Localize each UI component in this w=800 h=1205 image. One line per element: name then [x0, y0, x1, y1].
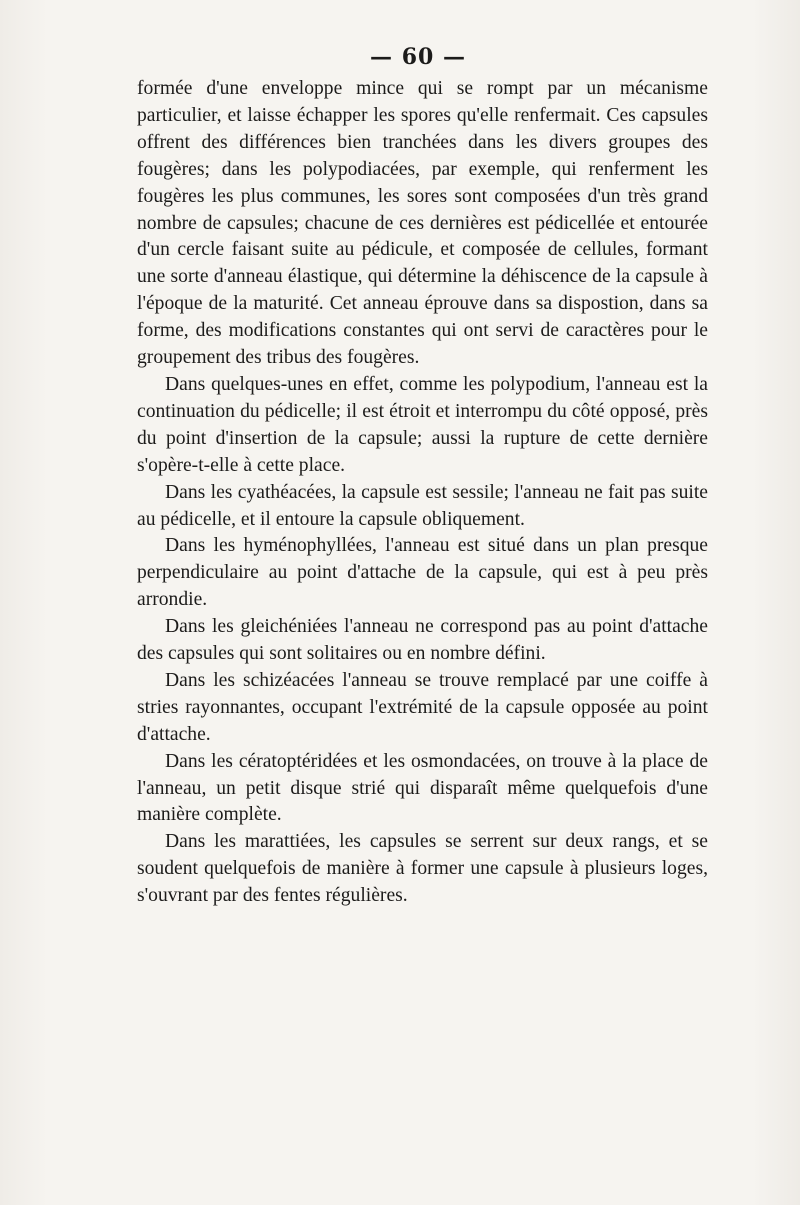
paragraph-5: Dans les gleichéniées l'anneau ne correspond pas au point d'attache des capsules qui sont solitaires ou en nombre défini. — [137, 616, 708, 665]
page-number: — 60 — — [370, 44, 466, 70]
paragraph-1: formée d'une enveloppe mince qui se rompt par un mécanisme particulier, et laisse échapper les spores qu'elle renfermait. Ces capsules offrent des différences bien tranchées dans les divers groupes des fougères; dans les polypodiacées, par exemple, qui renferment les fougères les plus communes, les sores sont composées d'un très grand nombre de capsules; chacune de ces dernières est pédicellée et entourée d'un cercle faisant suite au pédicule, et composée de cellules, formant une sorte d'anneau élastique, qui détermine la déhiscence de la capsule à l'époque de la maturité. Cet anneau éprouve dans sa dispostion, dans sa forme, des modifications constantes qui ont servi de caractères pour le groupement des tribus des fougères. — [137, 78, 708, 369]
paragraph-6: Dans les schizéacées l'anneau se trouve remplacé par une coiffe à stries rayonnantes, occupant l'extrémité de la capsule opposée au point d'attache. — [137, 669, 708, 745]
paragraph-8: Dans les marattiées, les capsules se serrent sur deux rangs, et se soudent quelquefois de manière à former une capsule à plusieurs loges, s'ouvrant par des fentes régulières. — [137, 831, 708, 907]
paragraph-2: Dans quelques-unes en effet, comme les polypodium, l'anneau est la continuation du pédicelle; il est étroit et interrompu du côté opposé, près du point d'insertion de la capsule; aussi la rupture de cette dernière s'opère-t-elle à cette place. — [137, 373, 708, 476]
paragraph-3: Dans les cyathéacées, la capsule est sessile; l'anneau ne fait pas suite au pédicelle, et il entoure la capsule obliquement. — [137, 481, 708, 530]
paragraph-4: Dans les hyménophyllées, l'anneau est situé dans un plan presque perpendiculaire au point d'attache de la capsule, qui est à peu près arrondie. — [137, 535, 708, 611]
body-text — [137, 76, 708, 910]
paragraph-7: Dans les cératoptéridées et les osmondacées, on trouve à la place de l'anneau, un petit disque strié qui disparaît même quelquefois d'une manière complète. — [137, 750, 708, 826]
